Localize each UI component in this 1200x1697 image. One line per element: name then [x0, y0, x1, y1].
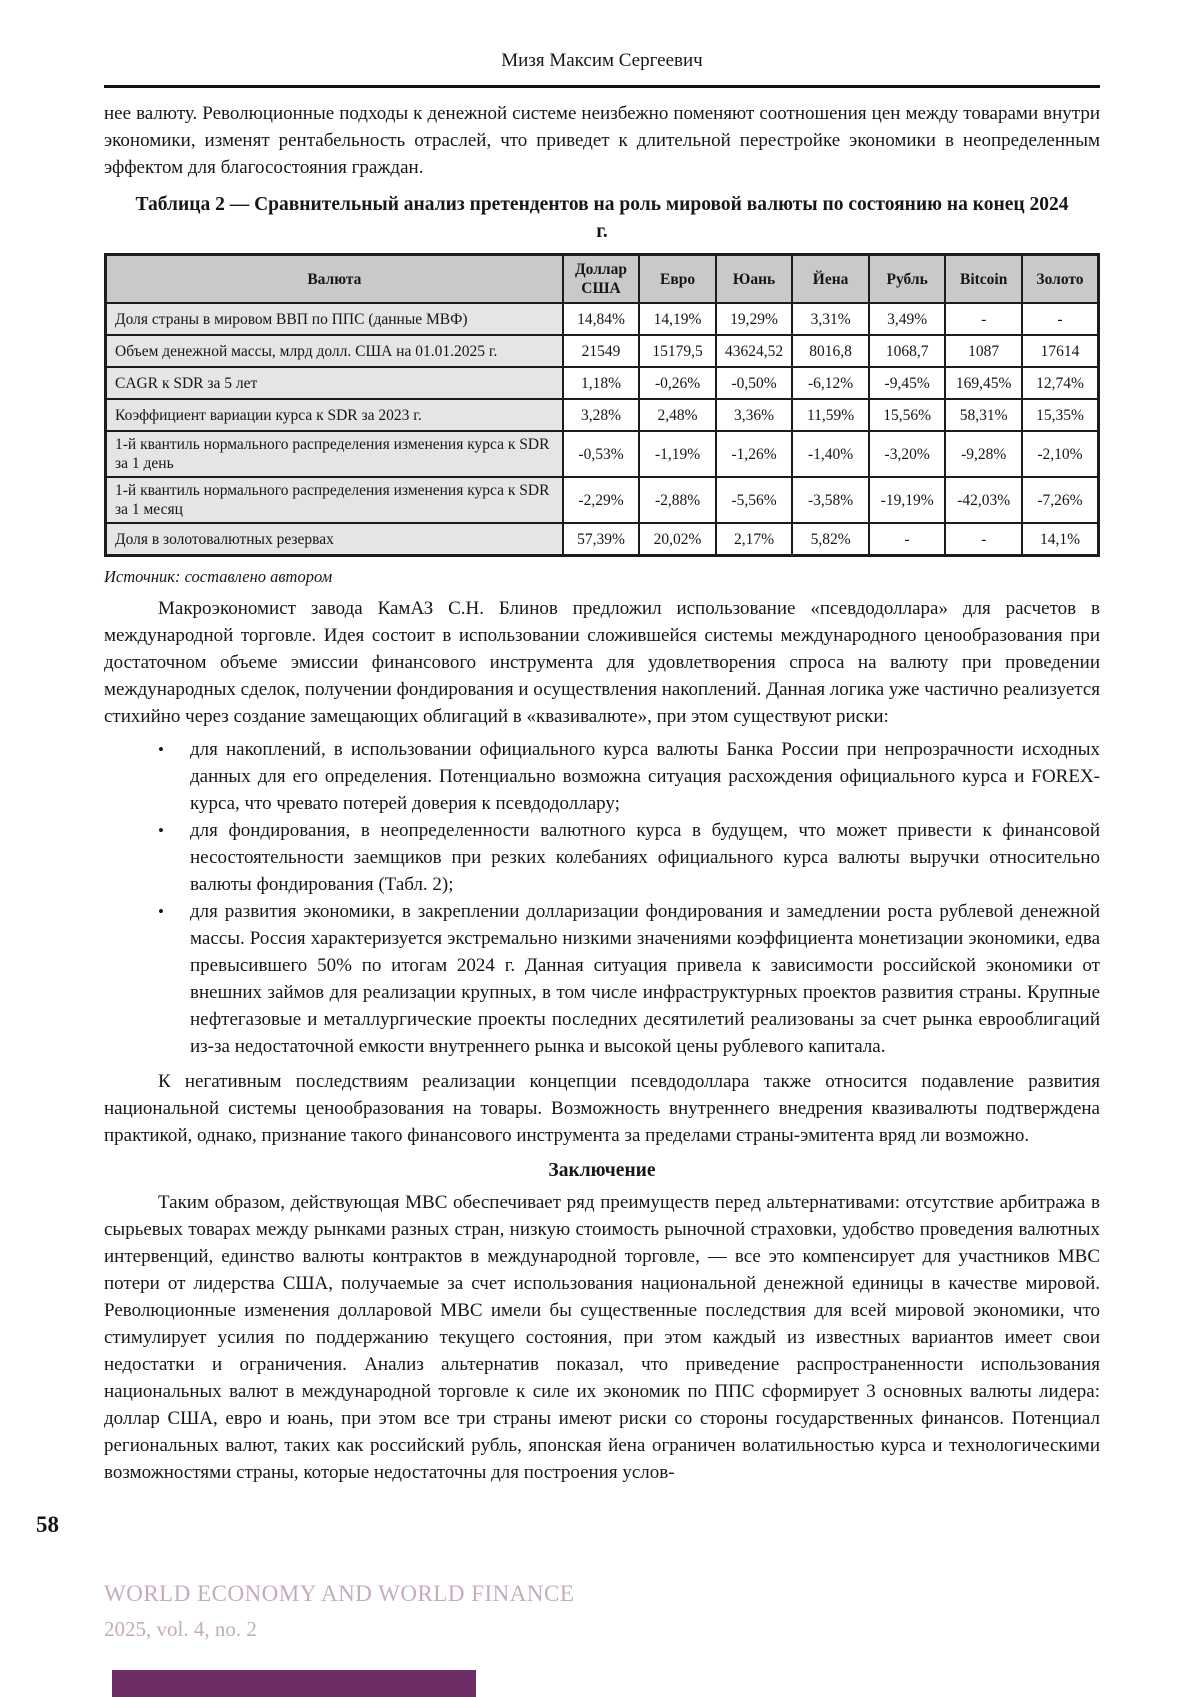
- column-header: Доллар США: [563, 255, 640, 304]
- page-number: 58: [36, 1512, 59, 1537]
- column-header: Йена: [792, 255, 869, 304]
- table-cell: 57,39%: [563, 523, 640, 556]
- table-cell: -2,10%: [1022, 431, 1099, 477]
- table-cell: 11,59%: [792, 399, 869, 431]
- table-cell: 17614: [1022, 335, 1099, 367]
- table-cell: 3,31%: [792, 303, 869, 335]
- table-cell: -: [945, 523, 1022, 556]
- table-caption: Таблица 2 — Сравнительный анализ претендентов на роль мировой валюты по состоянию на конец 2024 г.: [135, 194, 1069, 242]
- table-cell: 15,56%: [869, 399, 946, 431]
- footer-accent-bar: [112, 1670, 476, 1697]
- pseudo-dollar-paragraph: Макроэкономист завода КамАЗ С.Н. Блинов предложил использование «псевдодоллара» для расчетов в международной торговле. Идея состоит в использовании сложившейся системы международного ценообразования при достаточном объеме эмиссии финансового инструмента для удовлетворения спроса на валюту при проведении международных сделок, получении фондирования и осуществления накоплений. Данная логика уже частично реализуется стихийно через создание замещающих облигаций в «квазивалюте», при этом существуют риски:: [104, 598, 1100, 727]
- table-cell: -1,26%: [716, 431, 793, 477]
- conclusion-paragraph: Таким образом, действующая МВС обеспечивает ряд преимуществ перед альтернативами: отсутствие арбитража в сырьевых товарах между рынками разных стран, низкую стоимость рыночной страховки, удобство проведения валютных интервенций, единство валюты контрактов в международной торговле, — все это компенсирует для участников МВС потери от лидерства США, получаемые за счет использования национальной денежной единицы в качестве мировой. Революционные изменения долларовой МВС имели бы существенные последствия для всей мировой экономики, что стимулирует усилия по поддержанию текущего состояния, при этом каждый из известных вариантов имеет свои недостатки и ограничения. Анализ альтернатив показал, что приведение распространенности использования национальных валют в международной торговле к силе их экономик по ППС сформирует 3 основных валюты лидера: доллар США, евро и юань, при этом все три страны имеют риски со стороны государственных финансов. Потенциал региональных валют, таких как российский рубль, японская йена ограничен волатильностью курса и технологическими возможностями страны, которые недостаточны для построения услов-: [104, 1192, 1100, 1483]
- row-label: Доля страны в мировом ВВП по ППС (данные МВФ): [106, 303, 563, 335]
- journal-footer: [104, 1581, 574, 1641]
- column-header: Евро: [639, 255, 716, 304]
- table-cell: 8016,8: [792, 335, 869, 367]
- table-cell: 58,31%: [945, 399, 1022, 431]
- table-cell: -: [869, 523, 946, 556]
- table-cell: -1,40%: [792, 431, 869, 477]
- row-label: CAGR к SDR за 5 лет: [106, 367, 563, 399]
- table-cell: -3,20%: [869, 431, 946, 477]
- journal-issue: 2025, vol. 4, no. 2: [104, 1617, 257, 1641]
- table-cell: -9,45%: [869, 367, 946, 399]
- table-cell: -6,12%: [792, 367, 869, 399]
- journal-title: WORLD ECONOMY AND WORLD FINANCE: [104, 1581, 575, 1606]
- table-cell: -1,19%: [639, 431, 716, 477]
- column-header: Золото: [1022, 255, 1099, 304]
- table-cell: 15179,5: [639, 335, 716, 367]
- table-header-row: [106, 255, 1099, 304]
- table-cell: 14,84%: [563, 303, 640, 335]
- table-cell: 3,36%: [716, 399, 793, 431]
- table-cell: -19,19%: [869, 477, 946, 523]
- table-cell: -2,29%: [563, 477, 640, 523]
- table-cell: 1087: [945, 335, 1022, 367]
- table-cell: 15,35%: [1022, 399, 1099, 431]
- table-cell: -: [1022, 303, 1099, 335]
- table-cell: 2,17%: [716, 523, 793, 556]
- table-row: [106, 303, 1099, 335]
- table-cell: 14,1%: [1022, 523, 1099, 556]
- table-cell: 5,82%: [792, 523, 869, 556]
- table-cell: -42,03%: [945, 477, 1022, 523]
- table-cell: -0,53%: [563, 431, 640, 477]
- table-cell: -5,56%: [716, 477, 793, 523]
- table-cell: 169,45%: [945, 367, 1022, 399]
- table-row: [106, 335, 1099, 367]
- page-content: [104, 0, 1100, 1486]
- table-cell: 1068,7: [869, 335, 946, 367]
- table-cell: 12,74%: [1022, 367, 1099, 399]
- row-label: Объем денежной массы, млрд долл. США на 01.01.2025 г.: [106, 335, 563, 367]
- bullet-item: • для развития экономики, в закреплении долларизации фондирования и замедлении роста рублевой денежной массы. Россия характеризуется экстремально низкими значениями коэффициента монетизации экономики, едва превысившего 50% по итогам 2024 г. Данная ситуация привела к зависимости российской экономики от внешних займов для реализации крупных, в том числе инфраструктурных проектов развития страны. Крупные нефтегазовые и металлургические проекты последних десятилетий реализованы за счет рынка еврооблигаций из-за недостаточной емкости внутреннего рынка и высокой цены рублевого капитала.: [104, 898, 1100, 1060]
- column-header: Юань: [716, 255, 793, 304]
- table-cell: -: [945, 303, 1022, 335]
- table-cell: 3,49%: [869, 303, 946, 335]
- table-cell: 20,02%: [639, 523, 716, 556]
- table-cell: -0,26%: [639, 367, 716, 399]
- running-head: Мизя Максим Сергеевич: [501, 50, 703, 71]
- table-cell: -3,58%: [792, 477, 869, 523]
- table-row: [106, 523, 1099, 556]
- table-row: [106, 367, 1099, 399]
- currency-comparison-table: [104, 253, 1100, 557]
- table-cell: 19,29%: [716, 303, 793, 335]
- conclusion-heading: Заключение: [548, 1160, 656, 1181]
- header-rule: [104, 85, 1100, 88]
- table-cell: -0,50%: [716, 367, 793, 399]
- table-cell: 1,18%: [563, 367, 640, 399]
- row-label: Доля в золотовалютных резервах: [106, 523, 563, 556]
- negative-consequences-paragraph: К негативным последствиям реализации концепции псевдодоллара также относится подавление развития национальной системы ценообразования на товары. Возможность внутреннего внедрения квазивалюты подтверждена практикой, однако, признание такого финансового инструмента за пределами страны-эмитента вряд ли возможно.: [104, 1071, 1100, 1146]
- column-header: Bitcoin: [945, 255, 1022, 304]
- bullet-item: • для накоплений, в использовании официального курса валюты Банка России при непрозрачности исходных данных для его определения. Потенциально возможна ситуация расхождения официального курса и FOREX-курса, что чревато потерей доверия к псевдодоллару;: [104, 736, 1100, 817]
- table-source-note: Источник: составлено автором: [104, 567, 333, 586]
- table-cell: -2,88%: [639, 477, 716, 523]
- table-row: [106, 477, 1099, 523]
- table-cell: 2,48%: [639, 399, 716, 431]
- table-cell: 14,19%: [639, 303, 716, 335]
- row-label: 1-й квантиль нормального распределения изменения курса к SDR за 1 месяц: [106, 477, 563, 523]
- row-label: 1-й квантиль нормального распределения изменения курса к SDR за 1 день: [106, 431, 563, 477]
- intro-paragraph: нее валюту. Революционные подходы к денежной системе неизбежно поменяют соотношения цен между товарами внутри экономики, изменят рентабельность отраслей, что приведет к длительной перестройке экономики в неопределенным эффектом для благосостояния граждан.: [104, 103, 1100, 178]
- table-cell: -7,26%: [1022, 477, 1099, 523]
- column-header: Валюта: [106, 255, 563, 304]
- column-header: Рубль: [869, 255, 946, 304]
- table-cell: 3,28%: [563, 399, 640, 431]
- table-row: [106, 431, 1099, 477]
- table-cell: -9,28%: [945, 431, 1022, 477]
- bullet-item: • для фондирования, в неопределенности валютного курса в будущем, что может привести к финансовой несостоятельности заемщиков при резких колебаниях официального курса валюты выручки относительно валюты фондирования (Табл. 2);: [104, 817, 1100, 898]
- table-cell: 43624,52: [716, 335, 793, 367]
- table-row: [106, 399, 1099, 431]
- row-label: Коэффициент вариации курса к SDR за 2023 г.: [106, 399, 563, 431]
- table-cell: 21549: [563, 335, 640, 367]
- risk-bullet-list: [104, 736, 1100, 1060]
